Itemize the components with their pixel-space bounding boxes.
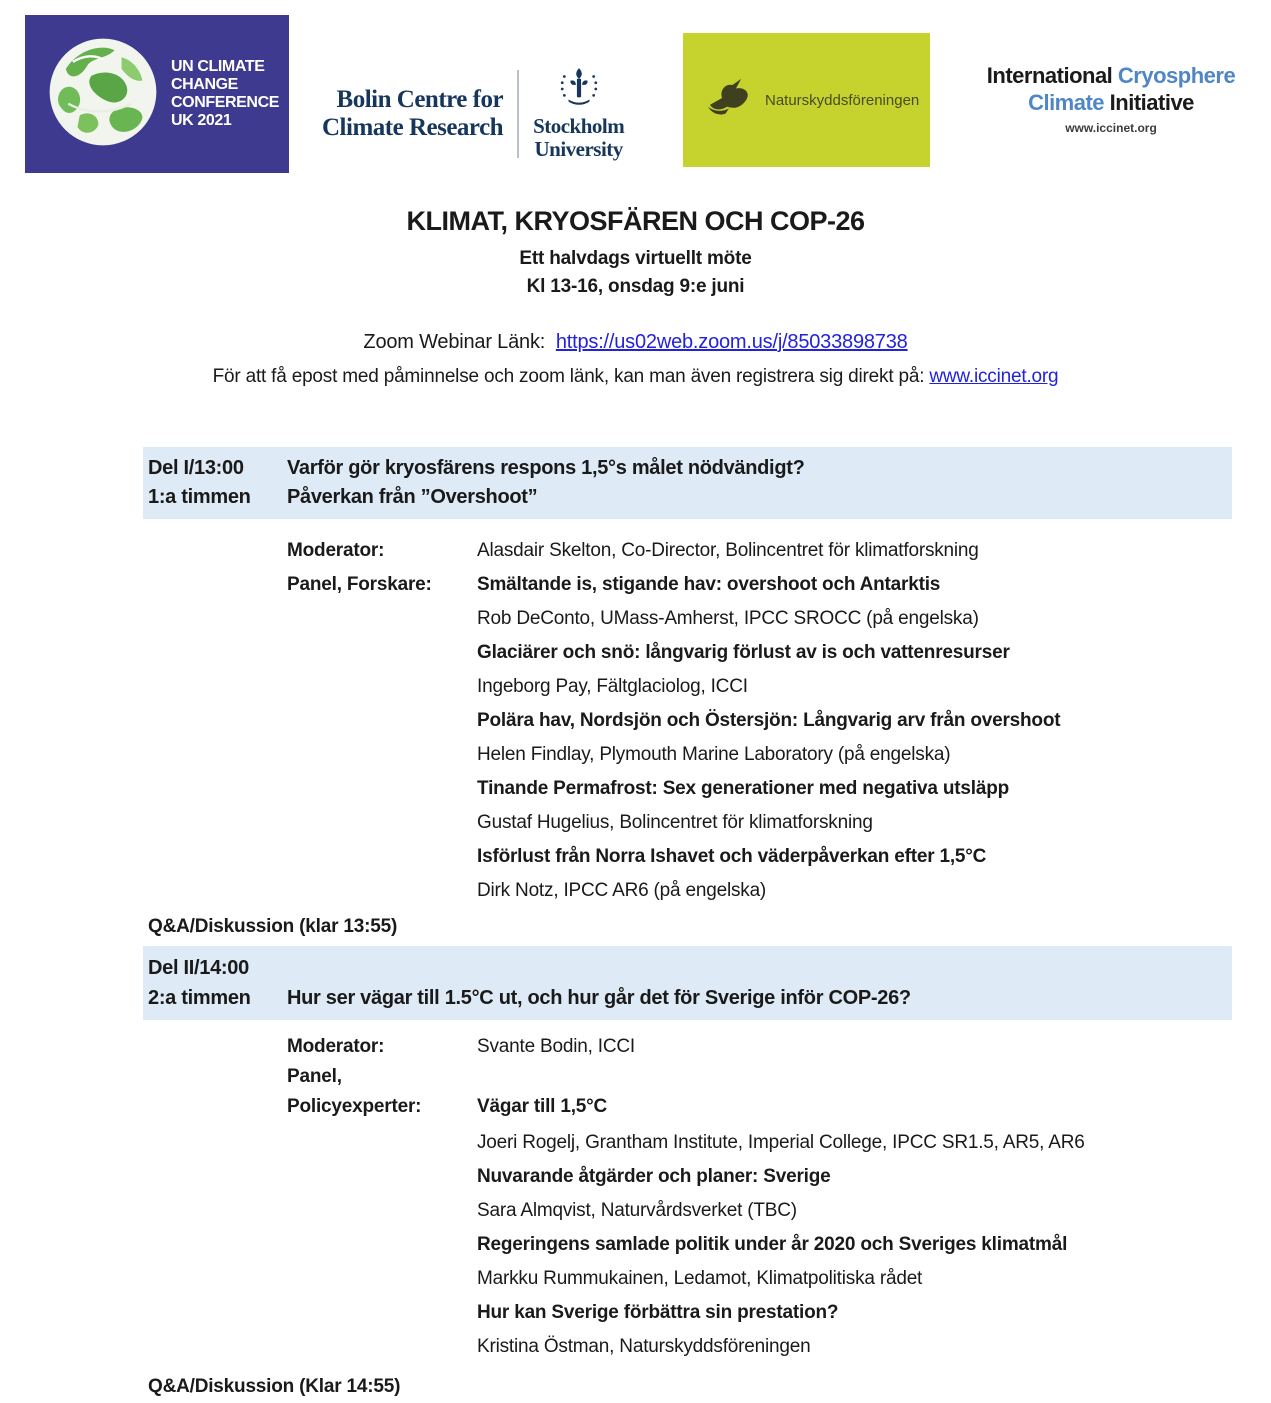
session1-hour-label: 1:a timmen xyxy=(148,486,251,508)
falcon-bird-icon xyxy=(703,75,755,126)
session2-moderator-label: Moderator: xyxy=(287,1036,385,1057)
zoom-webinar-line xyxy=(0,331,1271,354)
registration-link[interactable]: www.iccinet.org xyxy=(929,366,1059,387)
session2-header-row2 xyxy=(148,983,1232,1013)
registration-text: För att få epost med påminnelse och zoom länk, kan man även registrera sig direkt på: xyxy=(212,366,925,387)
bolin-centre-name: Bolin Centre for Climate Research xyxy=(322,85,504,141)
session1-panel-row xyxy=(287,568,1271,908)
stockholm-university-block xyxy=(533,66,624,161)
talk-title: Nuvarande åtgärder och planer: Sverige xyxy=(477,1166,831,1187)
session1-talk-list xyxy=(477,568,1271,908)
session2-panel-row2 xyxy=(287,1092,1271,1122)
session2-panel-row1 xyxy=(287,1062,1271,1092)
talk-title: Isförlust från Norra Ishavet och väderpåverkan efter 1,5°C xyxy=(477,846,987,867)
talk-speaker: Joeri Rogelj, Grantham Institute, Imperial College, IPCC SR1.5, AR5, AR6 xyxy=(477,1132,1085,1153)
session1-header-band xyxy=(143,447,1232,519)
talk-title: Vägar till 1,5°C xyxy=(477,1096,608,1117)
icci-logo xyxy=(975,62,1247,135)
divider xyxy=(517,70,519,158)
cop26-line3: CONFERENCE xyxy=(171,94,280,111)
talk-speaker: Sara Almqvist, Naturvårdsverket (TBC) xyxy=(477,1200,797,1221)
agenda xyxy=(0,447,1271,1400)
cop26-line4: UK 2021 xyxy=(171,112,232,129)
session2-qa: Q&A/Diskussion (Klar 14:55) xyxy=(148,1376,401,1397)
icci-url: www.iccinet.org xyxy=(1065,121,1157,135)
session2-header-band xyxy=(143,946,1232,1020)
session1-panel-label: Panel, Forskare: xyxy=(287,574,432,595)
talk-speaker: Markku Rummukainen, Ledamot, Klimatpolitiska rådet xyxy=(477,1268,923,1289)
cop26-line2: CHANGE xyxy=(171,76,238,93)
session1-header-row1 xyxy=(148,454,1232,483)
session2-moderator-row xyxy=(287,1032,1271,1062)
session2-talk-list xyxy=(477,1126,1271,1364)
talk-title: Smältande is, stigande hav: overshoot och Antarktis xyxy=(477,574,941,595)
zoom-webinar-label: Zoom Webinar Länk: xyxy=(363,331,546,353)
stockholm-university-name: Stockholm University xyxy=(533,114,625,161)
icci-name-line1: International Cryosphere xyxy=(986,63,1236,88)
session1-qa: Q&A/Diskussion (klar 13:55) xyxy=(148,916,398,937)
stockholm-university-emblem-icon xyxy=(558,97,600,114)
session2-header-row1 xyxy=(148,953,1232,983)
title-block xyxy=(0,206,1271,301)
session2-hour-label: 2:a timmen xyxy=(148,987,251,1009)
session1-moderator-value: Alasdair Skelton, Co-Director, Bolincentret för klimatforskning xyxy=(477,540,979,561)
talk-title: Polära hav, Nordsjön och Östersjön: Långvarig arv från overshoot xyxy=(477,710,1061,731)
icci-name-line2: Climate Initiative xyxy=(1028,90,1194,115)
talk-speaker: Ingeborg Pay, Fältglaciolog, ICCI xyxy=(477,676,748,697)
talk-speaker: Rob DeConto, UMass-Amherst, IPCC SROCC (på engelska) xyxy=(477,608,979,629)
session1-body xyxy=(287,534,1271,908)
session1-header-row2 xyxy=(148,483,1232,512)
session2-body xyxy=(287,1032,1271,1364)
session1-moderator-label: Moderator: xyxy=(287,540,385,561)
talk-speaker: Kristina Östman, Naturskyddsföreningen xyxy=(477,1336,811,1357)
talk-speaker: Helen Findlay, Plymouth Marine Laboratory (på engelska) xyxy=(477,744,951,765)
talk-speaker: Dirk Notz, IPCC AR6 (på engelska) xyxy=(477,880,767,901)
talk-title: Tinande Permafrost: Sex generationer med negativa utsläpp xyxy=(477,778,1010,799)
registration-line xyxy=(0,366,1271,388)
session2-panel-label-line1: Panel, xyxy=(287,1066,342,1087)
cop26-logo xyxy=(25,15,289,173)
naturskyddsforeningen-logo xyxy=(683,33,930,167)
session2-part-label: Del II/14:00 xyxy=(148,957,249,979)
session1-moderator-row xyxy=(287,534,1271,568)
session2-heading-empty xyxy=(287,953,1232,983)
bolin-centre-logo xyxy=(322,66,624,161)
session2-heading: Hur ser vägar till 1.5°C ut, och hur går det för Sverige inför COP-26? xyxy=(287,987,911,1009)
naturskyddsforeningen-label: Naturskyddsföreningen xyxy=(765,91,920,109)
subtitle-meeting-type: Ett halvdags virtuellt möte xyxy=(519,248,752,269)
page-title: KLIMAT, KRYOSFÄREN OCH COP-26 xyxy=(406,206,865,236)
zoom-webinar-link[interactable]: https://us02web.zoom.us/j/85033898738 xyxy=(555,331,908,353)
session1-part-label: Del I/13:00 xyxy=(148,457,244,479)
talk-title: Hur kan Sverige förbättra sin prestation? xyxy=(477,1302,839,1323)
talk-title: Glaciärer och snö: långvarig förlust av is och vattenresurser xyxy=(477,642,1010,663)
cop26-line1: UN CLIMATE xyxy=(171,58,265,75)
subtitle-date-time: Kl 13-16, onsdag 9:e juni xyxy=(526,276,745,297)
session2-moderator-value: Svante Bodin, ICCI xyxy=(477,1036,635,1057)
session2-talk-list-row xyxy=(287,1126,1271,1364)
cop26-logo-text xyxy=(171,58,279,130)
session1-heading-line2: Påverkan från ”Overshoot” xyxy=(287,486,538,508)
talk-title: Regeringens samlade politik under år 2020 och Sveriges klimatmål xyxy=(477,1234,1068,1255)
earth-globe-icon xyxy=(45,34,161,155)
talk-speaker: Gustaf Hugelius, Bolincentret för klimatforskning xyxy=(477,812,873,833)
session1-heading-line1: Varför gör kryosfärens respons 1,5°s målet nödvändigt? xyxy=(287,457,805,479)
session2-panel-label-line2: Policyexperter: xyxy=(287,1096,422,1117)
